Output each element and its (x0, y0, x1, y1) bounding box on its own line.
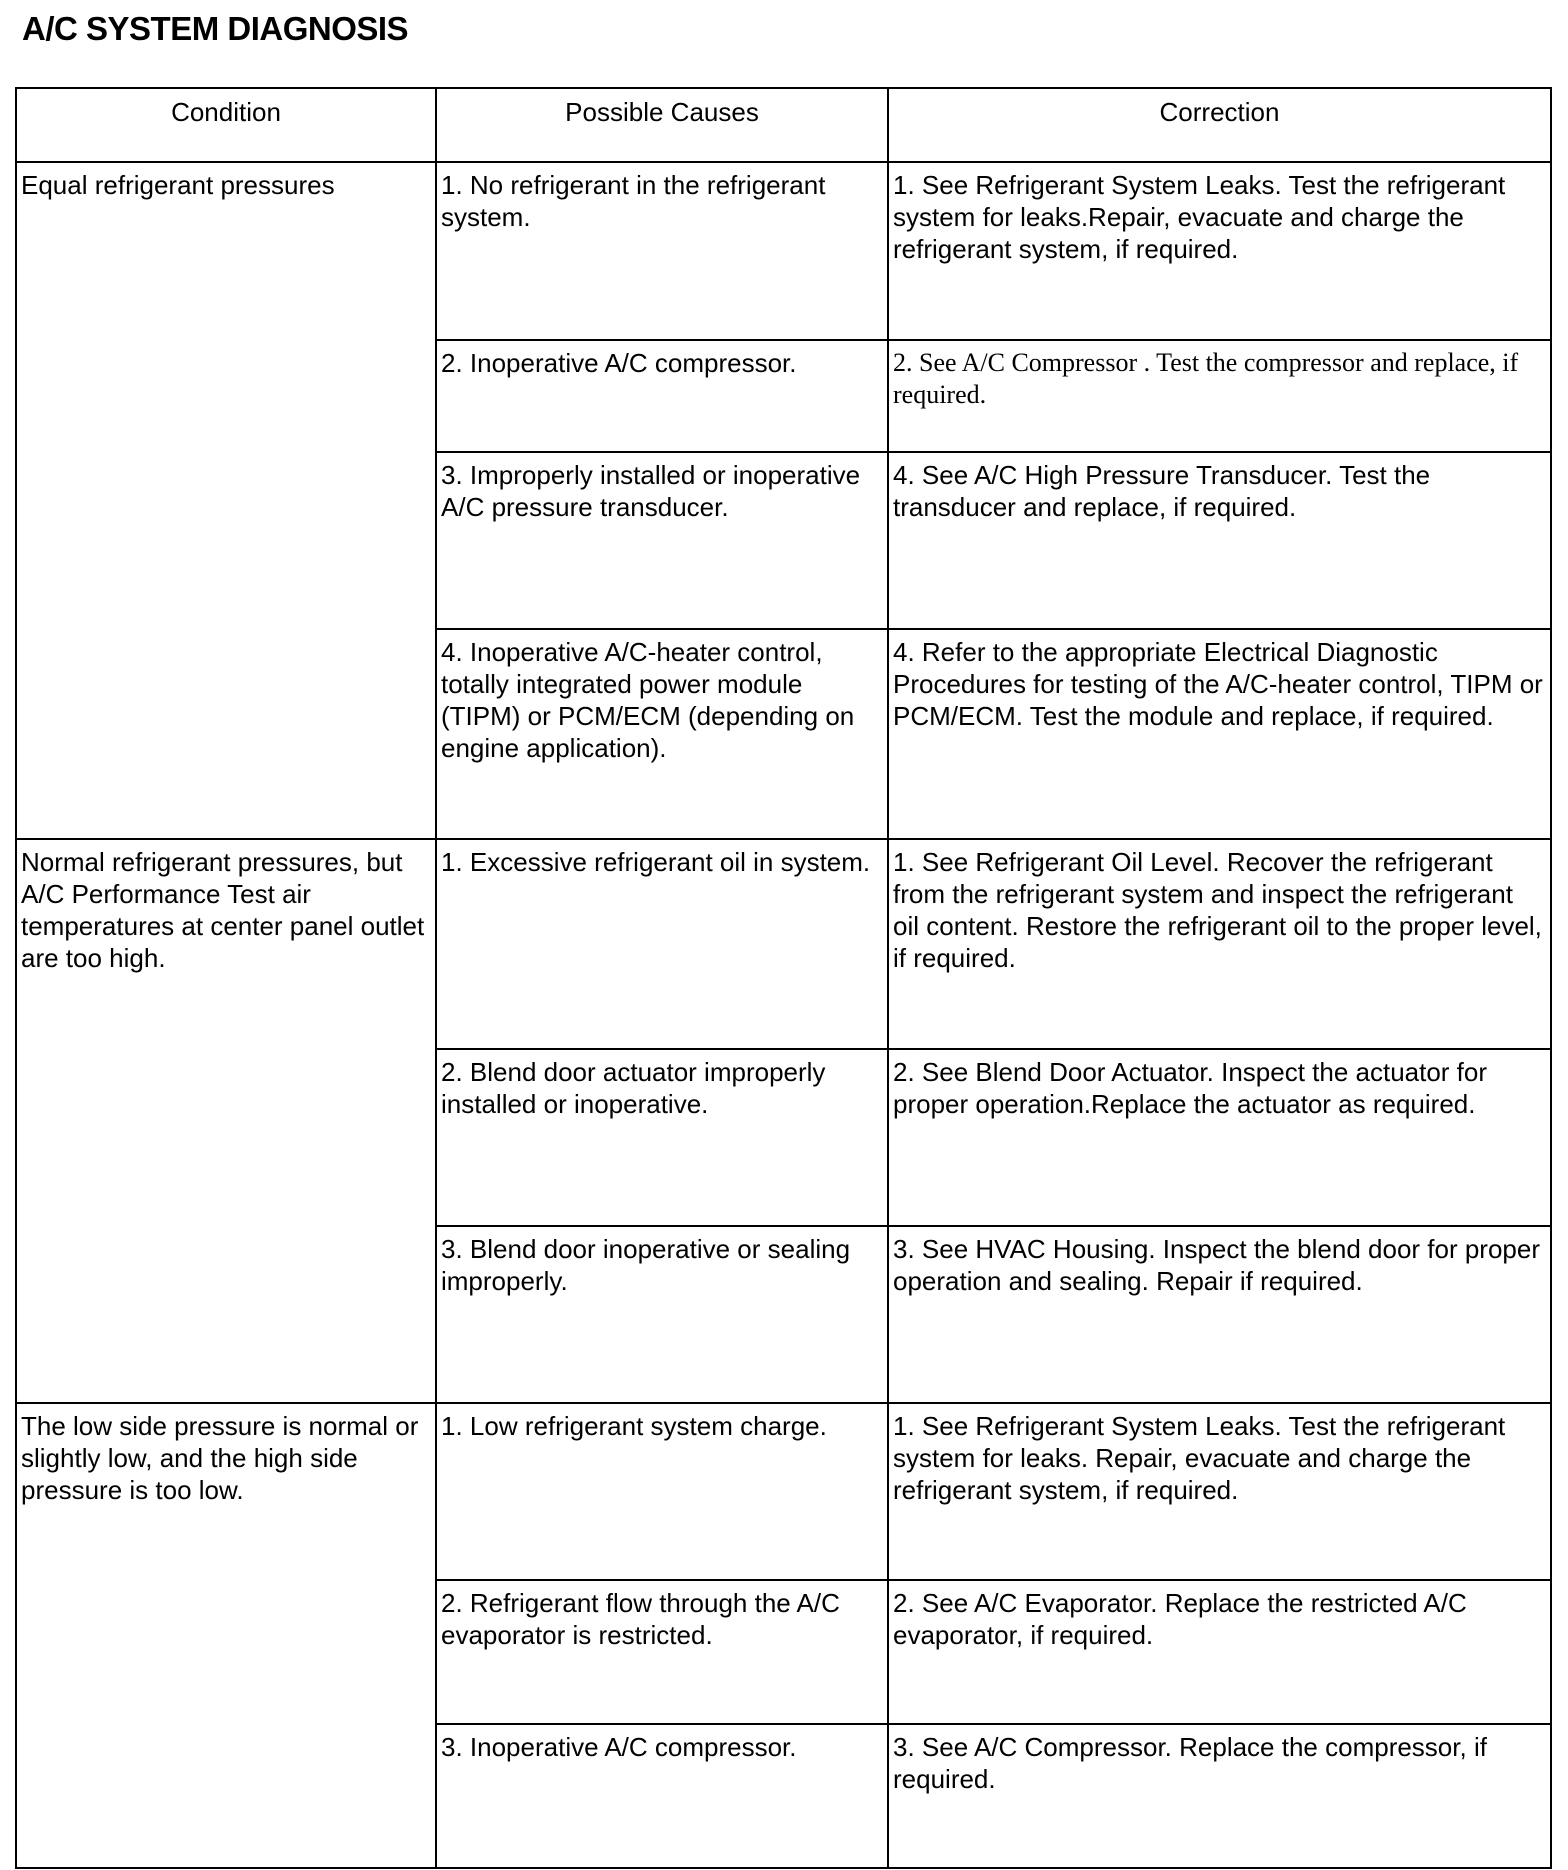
table-row (16, 839, 1551, 1049)
correction-cell: 4. See A/C High Pressure Transducer. Test the transducer and replace, if required. (888, 452, 1551, 629)
correction-cell: 3. See HVAC Housing. Inspect the blend door for proper operation and sealing. Repair if required. (888, 1226, 1551, 1403)
cause-cell: 1. Low refrigerant system charge. (436, 1403, 888, 1580)
cause-cell: 3. Improperly installed or inoperative A/C pressure transducer. (436, 452, 888, 629)
header-possible-causes: Possible Causes (436, 88, 888, 162)
table-row (16, 162, 1551, 340)
diagnosis-table (15, 87, 1552, 1869)
header-condition: Condition (16, 88, 436, 162)
header-correction: Correction (888, 88, 1551, 162)
condition-cell: Normal refrigerant pressures, but A/C Performance Test air temperatures at center panel outlet are too high. (16, 839, 436, 1403)
correction-cell: 4. Refer to the appropriate Electrical Diagnostic Procedures for testing of the A/C-heater control, TIPM or PCM/ECM. Test the module and replace, if required. (888, 629, 1551, 839)
cause-cell: 2. Inoperative A/C compressor. (436, 340, 888, 452)
cause-cell: 3. Inoperative A/C compressor. (436, 1724, 888, 1868)
cause-cell: 2. Refrigerant flow through the A/C evaporator is restricted. (436, 1580, 888, 1724)
cause-cell: 2. Blend door actuator improperly installed or inoperative. (436, 1049, 888, 1226)
table-row (16, 1403, 1551, 1580)
cause-cell: 4. Inoperative A/C-heater control, totally integrated power module (TIPM) or PCM/ECM (depending on engine application). (436, 629, 888, 839)
correction-cell: 1. See Refrigerant Oil Level. Recover the refrigerant from the refrigerant system and inspect the refrigerant oil content. Restore the refrigerant oil to the proper level, if required. (888, 839, 1551, 1049)
condition-cell: Equal refrigerant pressures (16, 162, 436, 839)
correction-cell: 3. See A/C Compressor. Replace the compressor, if required. (888, 1724, 1551, 1868)
correction-cell: 1. See Refrigerant System Leaks. Test the refrigerant system for leaks. Repair, evacuate and charge the refrigerant system, if required. (888, 1403, 1551, 1580)
page-title: A/C SYSTEM DIAGNOSIS (22, 10, 409, 47)
correction-cell: 1. See Refrigerant System Leaks. Test the refrigerant system for leaks.Repair, evacuate and charge the refrigerant system, if required. (888, 162, 1551, 340)
correction-cell: 2. See A/C Compressor . Test the compressor and replace, if required. (888, 340, 1551, 452)
cause-cell: 1. No refrigerant in the refrigerant system. (436, 162, 888, 340)
condition-cell: The low side pressure is normal or slightly low, and the high side pressure is too low. (16, 1403, 436, 1868)
correction-cell: 2. See Blend Door Actuator. Inspect the actuator for proper operation.Replace the actuator as required. (888, 1049, 1551, 1226)
cause-cell: 1. Excessive refrigerant oil in system. (436, 839, 888, 1049)
header-row (16, 88, 1551, 162)
cause-cell: 3. Blend door inoperative or sealing improperly. (436, 1226, 888, 1403)
correction-cell: 2. See A/C Evaporator. Replace the restricted A/C evaporator, if required. (888, 1580, 1551, 1724)
